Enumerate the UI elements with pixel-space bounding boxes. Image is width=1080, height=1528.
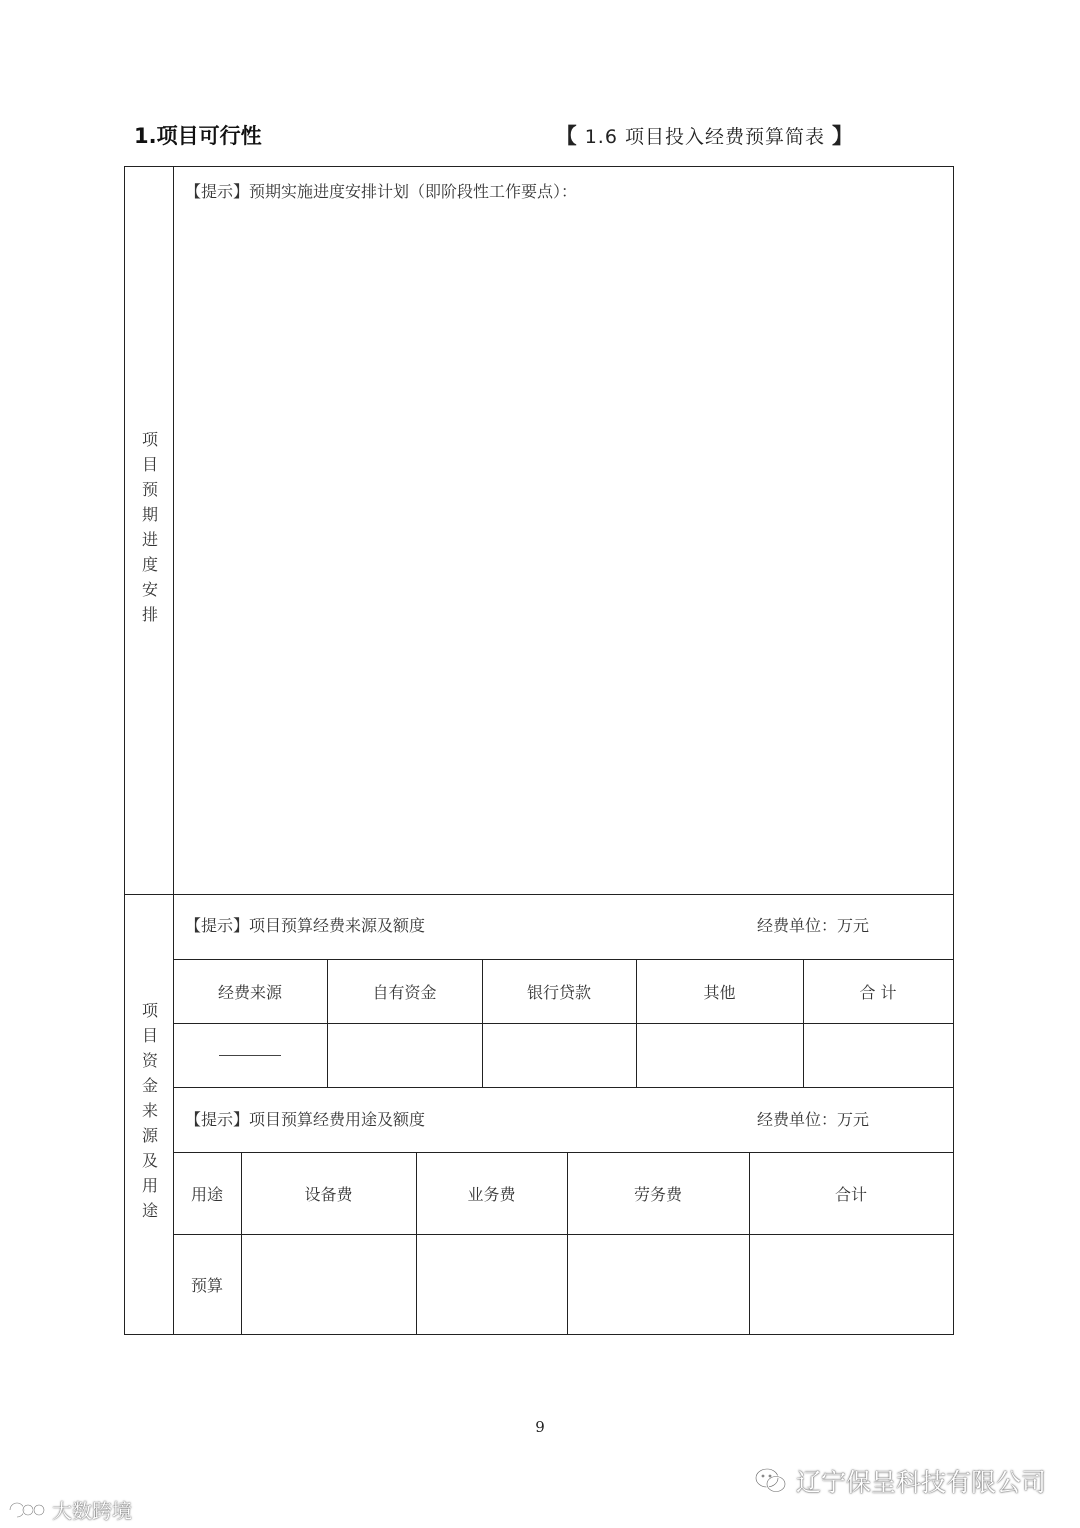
schedule-hint: 【提示】预期实施进度安排计划（即阶段性工作要点）： [185,182,578,201]
usage-row-label: 预算 [190,1275,223,1295]
source-hint: 【提示】项目预算经费来源及额度 [185,916,426,935]
funding-section-label: 项目资金来源及用途 [139,1001,159,1227]
usage-value-labor[interactable] [567,1234,749,1334]
form-title-open-bracket: 【 [555,124,578,148]
usage-value-operations[interactable] [416,1234,567,1334]
page-number: 9 [535,1418,545,1436]
form-title [556,120,854,150]
form-title-close-bracket: 】 [832,124,854,148]
usage-hint: 【提示】项目预算经费用途及额度 [185,1110,426,1129]
wechat-watermark [754,1463,1046,1499]
source-unit: 经费单位：万元 [757,916,870,935]
usage-header-equipment: 设备费 [304,1184,353,1204]
source-header-source: 经费来源 [217,982,282,1002]
form-title-text: 1.6 项目投入经费预算简表 [584,126,825,148]
schedule-section-label: 项目预期进度安排 [139,430,159,631]
section-divider [125,894,953,895]
usage-header-total: 合计 [834,1184,867,1204]
source-table-bottom-line [173,1087,953,1088]
source-value-bank-loan[interactable] [482,1023,636,1087]
site-watermark [6,1495,132,1524]
usage-value-total[interactable] [749,1234,953,1334]
usage-header-operations: 业务费 [467,1184,516,1204]
source-value-other[interactable] [636,1023,803,1087]
source-header-total: 合 计 [859,982,897,1002]
source-header-own-funds: 自有资金 [372,982,437,1002]
source-header-other: 其他 [703,982,736,1002]
source-value-total[interactable] [803,1023,953,1087]
usage-header-labor: 劳务费 [633,1184,682,1204]
section-heading: 1.项目可行性 [134,124,262,148]
usage-value-equipment[interactable] [241,1234,416,1334]
budget-form-table [124,166,954,1335]
schedule-entry-area[interactable] [175,207,951,887]
source-row-placeholder [173,1023,327,1087]
watermark-site-name: 大数跨境 [52,1499,132,1523]
source-header-bank-loan: 银行贷款 [526,982,591,1002]
usage-unit: 经费单位：万元 [757,1110,870,1129]
site-logo-icon [6,1498,46,1522]
dash-placeholder [219,1055,281,1056]
watermark-company-name: 辽宁保呈科技有限公司 [795,1468,1046,1497]
wechat-icon [754,1467,788,1495]
usage-header-purpose: 用途 [190,1184,223,1204]
source-value-own-funds[interactable] [327,1023,482,1087]
